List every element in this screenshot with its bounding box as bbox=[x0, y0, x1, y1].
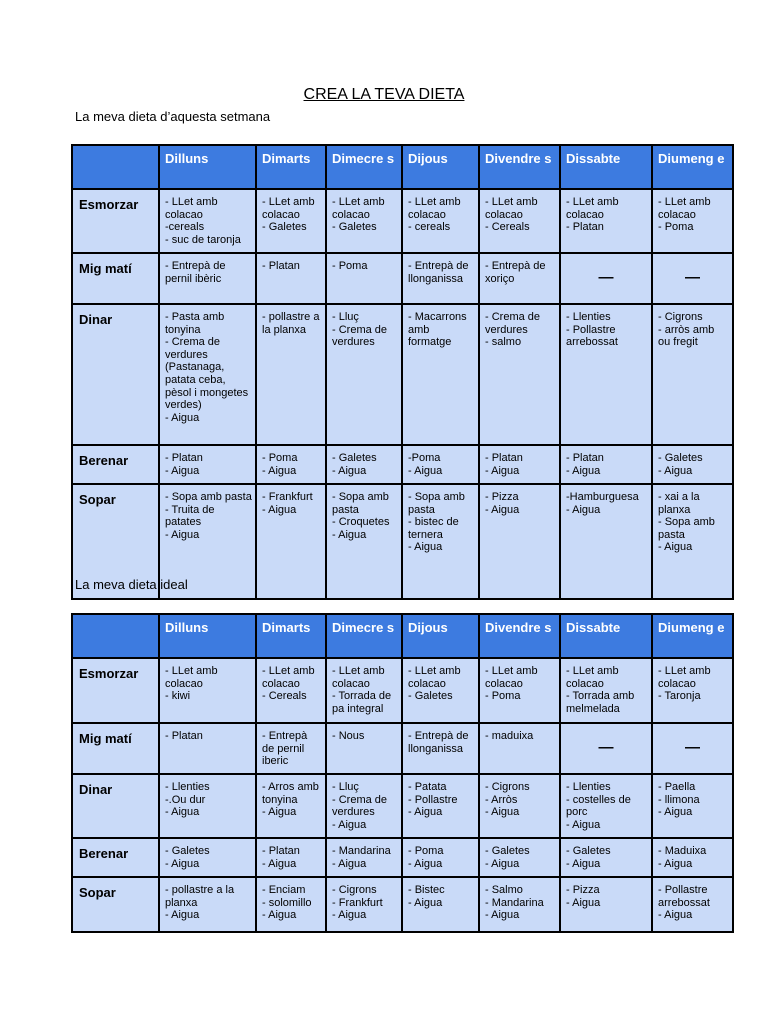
meal-cell: - Arros amb tonyina - Aigua bbox=[256, 774, 326, 838]
meal-cell: - Maduixa - Aigua bbox=[652, 838, 733, 877]
meal-label-berenar: Berenar bbox=[72, 445, 159, 484]
meal-cell: - Cigrons - Arròs - Aigua bbox=[479, 774, 560, 838]
meal-cell: - Sopa amb pasta - Truita de patates - Aigua bbox=[159, 484, 256, 599]
day-header-dissabte: Dissabte bbox=[560, 614, 652, 658]
meal-cell: - Galetes - Aigua bbox=[560, 838, 652, 877]
meal-cell: - Macarrons amb formatge bbox=[402, 304, 479, 445]
meal-cell: - Poma - Aigua bbox=[256, 445, 326, 484]
meal-cell: - pollastre a la planxa - Aigua bbox=[159, 877, 256, 932]
meal-cell: - Enciam - solomillo - Aigua bbox=[256, 877, 326, 932]
meal-cell: - Cigrons - Frankfurt - Aigua bbox=[326, 877, 402, 932]
meal-cell: - Galetes - Aigua bbox=[652, 445, 733, 484]
meal-cell: - LLet amb colacao - Poma bbox=[652, 189, 733, 253]
meal-row-esmorzar bbox=[72, 189, 733, 253]
meal-cell: - LLet amb colacao - Galetes bbox=[256, 189, 326, 253]
meal-row-dinar bbox=[72, 304, 733, 445]
day-header-dissabte: Dissabte bbox=[560, 145, 652, 189]
meal-cell: - Platan - Aigua bbox=[560, 445, 652, 484]
day-header-dilluns: Dilluns bbox=[159, 145, 256, 189]
meal-cell: - Platan bbox=[256, 253, 326, 304]
meal-cell: - Paella - llimona - Aigua bbox=[652, 774, 733, 838]
meal-label-berenar: Berenar bbox=[72, 838, 159, 877]
meal-label-dinar: Dinar bbox=[72, 304, 159, 445]
meal-cell: - Pizza - Aigua bbox=[479, 484, 560, 599]
meal-cell: - Poma - Aigua bbox=[402, 838, 479, 877]
meal-cell: - xai a la planxa - Sopa amb pasta - Aigua bbox=[652, 484, 733, 599]
meal-cell: - Platan - Aigua bbox=[159, 445, 256, 484]
meal-cell: - Salmo - Mandarina - Aigua bbox=[479, 877, 560, 932]
meal-cell: - LLet amb colacao - Torrada amb melmelada bbox=[560, 658, 652, 723]
meal-cell: - Poma bbox=[326, 253, 402, 304]
meal-cell: - Lluç - Crema de verdures bbox=[326, 304, 402, 445]
meal-label-mig-mati: Mig matí bbox=[72, 253, 159, 304]
meal-row-dinar bbox=[72, 774, 733, 838]
meal-cell: - LLet amb colacao - Poma bbox=[479, 658, 560, 723]
meal-cell: - pollastre a la planxa bbox=[256, 304, 326, 445]
day-header-diumeng-e: Diumeng e bbox=[652, 145, 733, 189]
meal-cell: - Entrepà de pernil ibèric bbox=[159, 253, 256, 304]
meal-cell: - LLet amb colacao - cereals bbox=[402, 189, 479, 253]
meal-cell: - Mandarina - Aigua bbox=[326, 838, 402, 877]
meal-cell: - Entrepà de llonganissa bbox=[402, 253, 479, 304]
meal-cell: - Pasta amb tonyina - Crema de verdures (Pastanaga, patata ceba, pèsol i mongetes verdes) - Aigua bbox=[159, 304, 256, 445]
meal-cell: - Llenties - Pollastre arrebossat bbox=[560, 304, 652, 445]
meal-cell: - Nous bbox=[326, 723, 402, 774]
meal-cell: - Cigrons - arròs amb ou fregit bbox=[652, 304, 733, 445]
meal-row-sopar bbox=[72, 877, 733, 932]
meal-cell: - Pizza - Aigua bbox=[560, 877, 652, 932]
header-corner bbox=[72, 145, 159, 189]
meal-cell: - LLet amb colacao - Taronja bbox=[652, 658, 733, 723]
meal-cell: - Platan - Aigua bbox=[479, 445, 560, 484]
meal-cell: - Galetes - Aigua bbox=[326, 445, 402, 484]
weekly-diet-heading: La meva dieta d’aquesta setmana bbox=[75, 109, 271, 124]
day-header-dimecre-s: Dimecre s bbox=[326, 614, 402, 658]
meal-label-esmorzar: Esmorzar bbox=[72, 658, 159, 723]
day-header-dimecre-s: Dimecre s bbox=[326, 145, 402, 189]
meal-cell: - Bistec - Aigua bbox=[402, 877, 479, 932]
meal-cell: - Entrepà de xoriço bbox=[479, 253, 560, 304]
day-header-divendre-s: Divendre s bbox=[479, 145, 560, 189]
meal-row-mig-mati bbox=[72, 723, 733, 774]
meal-row-berenar bbox=[72, 838, 733, 877]
meal-cell: -Hamburguesa - Aigua bbox=[560, 484, 652, 599]
meal-cell: - Galetes - Aigua bbox=[479, 838, 560, 877]
ideal-diet-heading: La meva dieta ideal bbox=[75, 577, 188, 592]
weekly-diet-table bbox=[71, 144, 734, 600]
meal-cell: - Crema de verdures - salmo bbox=[479, 304, 560, 445]
day-header-dijous: Dijous bbox=[402, 145, 479, 189]
meal-cell: - LLet amb colacao - Torrada de pa integral bbox=[326, 658, 402, 723]
day-header-dimarts: Dimarts bbox=[256, 145, 326, 189]
day-header-dimarts: Dimarts bbox=[256, 614, 326, 658]
meal-label-dinar: Dinar bbox=[72, 774, 159, 838]
meal-row-esmorzar bbox=[72, 658, 733, 723]
meal-cell: - LLet amb colacao - Platan bbox=[560, 189, 652, 253]
meal-cell: - Pollastre arrebossat - Aigua bbox=[652, 877, 733, 932]
meal-row-mig-mati bbox=[72, 253, 733, 304]
meal-cell: - LLet amb colacao - Galetes bbox=[326, 189, 402, 253]
meal-cell: - Patata - Pollastre - Aigua bbox=[402, 774, 479, 838]
meal-cell: - Frankfurt - Aigua bbox=[256, 484, 326, 599]
meal-cell: - Sopa amb pasta - Croquetes - Aigua bbox=[326, 484, 402, 599]
document-title: CREA LA TEVA DIETA bbox=[303, 86, 465, 103]
meal-cell: -Poma - Aigua bbox=[402, 445, 479, 484]
meal-cell: - Platan - Aigua bbox=[256, 838, 326, 877]
day-header-divendre-s: Divendre s bbox=[479, 614, 560, 658]
meal-cell: - LLet amb colacao - Cereals bbox=[479, 189, 560, 253]
meal-cell: - Galetes - Aigua bbox=[159, 838, 256, 877]
meal-cell: - maduixa bbox=[479, 723, 560, 774]
meal-label-esmorzar: Esmorzar bbox=[72, 189, 159, 253]
day-header-dijous: Dijous bbox=[402, 614, 479, 658]
meal-cell: - Llenties - costelles de porc - Aigua bbox=[560, 774, 652, 838]
meal-label-sopar: Sopar bbox=[72, 484, 159, 599]
day-header-dilluns: Dilluns bbox=[159, 614, 256, 658]
meal-label-mig-mati: Mig matí bbox=[72, 723, 159, 774]
meal-cell: — bbox=[560, 253, 652, 304]
header-corner bbox=[72, 614, 159, 658]
day-header-diumeng-e: Diumeng e bbox=[652, 614, 733, 658]
meal-cell: - Llenties -.Ou dur - Aigua bbox=[159, 774, 256, 838]
meal-row-berenar bbox=[72, 445, 733, 484]
meal-cell: - Sopa amb pasta - bistec de ternera - Aigua bbox=[402, 484, 479, 599]
meal-cell: - LLet amb colacao -cereals - suc de taronja bbox=[159, 189, 256, 253]
meal-cell: - LLet amb colacao - Cereals bbox=[256, 658, 326, 723]
meal-label-sopar: Sopar bbox=[72, 877, 159, 932]
ideal-diet-table bbox=[71, 613, 734, 933]
meal-cell: - Entrepà de llonganissa bbox=[402, 723, 479, 774]
meal-cell: — bbox=[652, 723, 733, 774]
meal-cell: — bbox=[560, 723, 652, 774]
meal-cell: - Lluç - Crema de verdures - Aigua bbox=[326, 774, 402, 838]
meal-cell: - Entrepà de pernil iberic bbox=[256, 723, 326, 774]
meal-cell: — bbox=[652, 253, 733, 304]
meal-cell: - LLet amb colacao - Galetes bbox=[402, 658, 479, 723]
meal-cell: - LLet amb colacao - kiwi bbox=[159, 658, 256, 723]
meal-cell: - Platan bbox=[159, 723, 256, 774]
